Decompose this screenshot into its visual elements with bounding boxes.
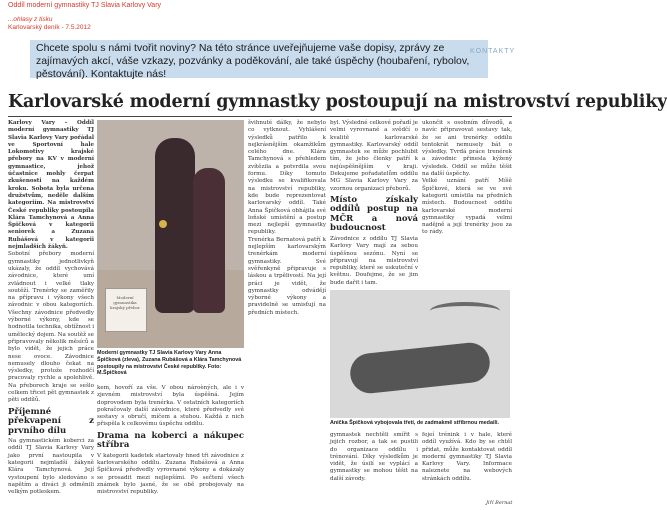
clip-source: Oddíl moderní gymnastiky TJ Slavia Karlovy Vary — [8, 2, 162, 9]
col1-body: Sobotní přebory moderní gymnastiky jednotlivkyň ukázaly, že oddíl vychovává závodnice, které umí zvládnout i velké tlaky soutěží. Trenérky se zaměřily na přípravu i výkony všech závodnic v obou kategoriích. Všechny závodnice předvedly výborné výkony, kde se hodnotila technika, obtížnost i umělecký dojem. Na soutěž se připravovaly několik měsíců a bylo vidět, že jejich práce nese ovoce. Závodnice nemusely dlouho čekat na výsledky, protože rozhodčí pracovaly rychle a spolehlivě. Na přeborech kraje se sešlo celkem třicet pět gymnastek z pěti oddílů. — [8, 251, 95, 404]
column-1 — [8, 120, 94, 505]
col1-body2: Na gymnastickém koberci za oddíl TJ Slavia Karlovy Vary jako první nastoupila v kategorii nejmladší žákyně Klára Tamchynová. Její vystoupení bylo sledováno s napětím a diváci ji odměnili velkým potleskem. — [8, 438, 94, 496]
col3-body2: Trenérka Bernatová patří k nejlepším karlovarským trenérkám moderní gymnastiky. Své svěřenkyně připravuje s láskou a trpělivostí. Na její práci je vidět, že gymnastky odvádějí výborné výkony a pravidelně se umisťují na předních místech. — [248, 236, 326, 316]
headline-rule — [8, 116, 512, 117]
gymnast-figure — [193, 168, 225, 313]
gymnasts-photo — [97, 120, 244, 348]
clip-header — [0, 0, 520, 32]
author-signoff: Jiří Bernat — [486, 500, 513, 506]
photo-caption: Moderní gymnastky TJ Slavia Karlovy Vary Anna Špičková (zleva), Zuzana Rubášová a Klára Tamchynová postoupily na mistrovství České republiky. Foto: M.Špičková — [97, 350, 242, 377]
column-7 — [422, 432, 512, 498]
col2-body: kem, hovoří za vše. V obou nároèných, ale i v zjevném mistrovství byla úspěšná. Jejím doprovodem byla trenérka. V ostatních kategoriích pokračovaly další závodnice, které předvedly své sestavy s obručí, míčem a stuhou. Každá z nich přispěla k celkovému úspěchu oddílu. — [97, 385, 244, 428]
column-5 — [422, 120, 512, 288]
col6-body: gymnastek nechtěli smířit s jejich rozbor, a tak se pustili do organizace oddílu i trénování. Díky výsledkům je vidět, že úsilí se vyplácí a gymnastky se mohou těšit na další závody. — [330, 432, 418, 482]
col2-body2: V kategorii kadetek startovaly hned tři závodnice z karlovarského oddílu. Zuzana Rubášová a Anna Špičková předvedly vyrovnané výkony a dokázaly se prosadit mezi nejlepšími. Po sečtení všech známek bylo jasné, že se obě probojovaly na mistrovství republiky. — [97, 452, 244, 496]
banner-text: Chcete spolu s námi tvořit noviny? Na této stránce uveřejňujeme vaše dopisy, zprávy ze zajímavých akcí, váše vzkazy, pozvánky a poděkování, ale také úspěchy (houbaření, rybolov, pěstování). Kontaktujte nás! — [36, 42, 470, 80]
gymnast-ribbon-photo — [330, 290, 510, 418]
col5-body2: Velké uznání patří Míšě Špičkové, která se ve své kategorii umístila na předních místech. Budoucnost oddílu karlovarské moderní gymnastiky vypadá velmi nadějně a její trenérky jsou za to rády. — [422, 178, 512, 236]
medal-icon — [159, 220, 167, 228]
col4-body: byl. Výsledné celkové pořadí je velmi vyrovnané a svědčí o kvalitě karlovarské gymnastiky. Karlovarský oddíl gymnastek se může pochlubit tím, že jeho členky patří k nejúspěšnějším v kraji. Dekujeme pořadatelům oddílu MG Slavia Karlovy Vary za vzornou organizaci přeborů. — [330, 120, 418, 192]
column-3 — [248, 120, 326, 505]
banner-tag: KONTAKTY — [470, 48, 516, 55]
subheading-3: Místo získaly oddílů postup na MČR a nová budoucnost — [330, 194, 418, 234]
subheading-2: Drama na koberci a nákupec stříbra — [97, 430, 244, 451]
photo-caption-2: Anička Špičková vybojovala třetí, de zadmakmě stříbrnou medaili. — [330, 420, 499, 426]
clip-date: Karlovarský deník - 7.5.2012 — [8, 24, 91, 31]
clip-section: ...ohlasy z tisku — [8, 16, 53, 23]
article-headline: Karlovarské moderní gymnastky postoupují na mistrovství republiky — [8, 92, 667, 112]
subheading-1: Příjemné překvapení z prvního dílu — [8, 406, 94, 436]
ribbon-shape — [430, 302, 500, 320]
article-lead: Karlovy Vary – Oddíl moderní gymnastiky TJ Slavia Karlovy Vary pořádal ve Sportovní hale Lokomotivy krajské přebory na KV v moderní gymnastice, jehož účastnice mohly čerpat zkušenosti na každém kroku. Sobota byla určena družstvům, neděle dalším kategoriím. Na mistrovství České republiky postoupila Klára Tamchynová a Anna Špičková v kategorii seniorek a Zuzana Rubášová v kategorii nejmladších žákyň. — [8, 120, 94, 251]
diploma-text: Moderní gymnastika krajský přebor — [110, 295, 140, 310]
col6-body3: fejeí trénink i v hale, které oddíl využívá. Kdo by se chtěl přidat, může kontaktovat oddíl moderní gymnastiky TJ Slavia Karlovy Vary. Informace naleznete na webových stránkách oddílu. — [422, 432, 512, 482]
column-2 — [97, 385, 244, 505]
col4-body2: Závodnice z oddílu TJ Slavia Karlovy Vary mají za sebou úspěšnou sezónu. Nyní se připravují na mistrovství republiky, které se uskuteční v květnu. Doufejme, že se jim bude dařit i tam. — [330, 235, 418, 286]
column-4 — [330, 120, 418, 288]
gymnast-figure — [348, 341, 491, 395]
col5-body: ukončit s osobním důvodů, a navíc připravovat sestavy tak, že se ani trenérky oddílu tentokrát nemusely bát o výsledky. Tvrdá práce trenérek a závodnic přinesla kýžený výsledek. Oddíl se může těšit na další úspěchy. — [422, 120, 512, 178]
column-6 — [330, 432, 418, 502]
col3-body: švihnuté dálky, že nebylo co vytknout. Vyhlášení výsledků patřilo k nejkrásnějším okamžikům celého dne. Klára Tamchynová s přehledem zvítězila a potvrdila svou formu. Díky tomuto výsledku se kvalifikovala na mistrovství republiky, kde bude reprezentovat karlovarský oddíl. Také Anna Špičková obhájila své loňské umístění a postup mezi nejlepší gymnastky republiky. — [248, 120, 326, 236]
